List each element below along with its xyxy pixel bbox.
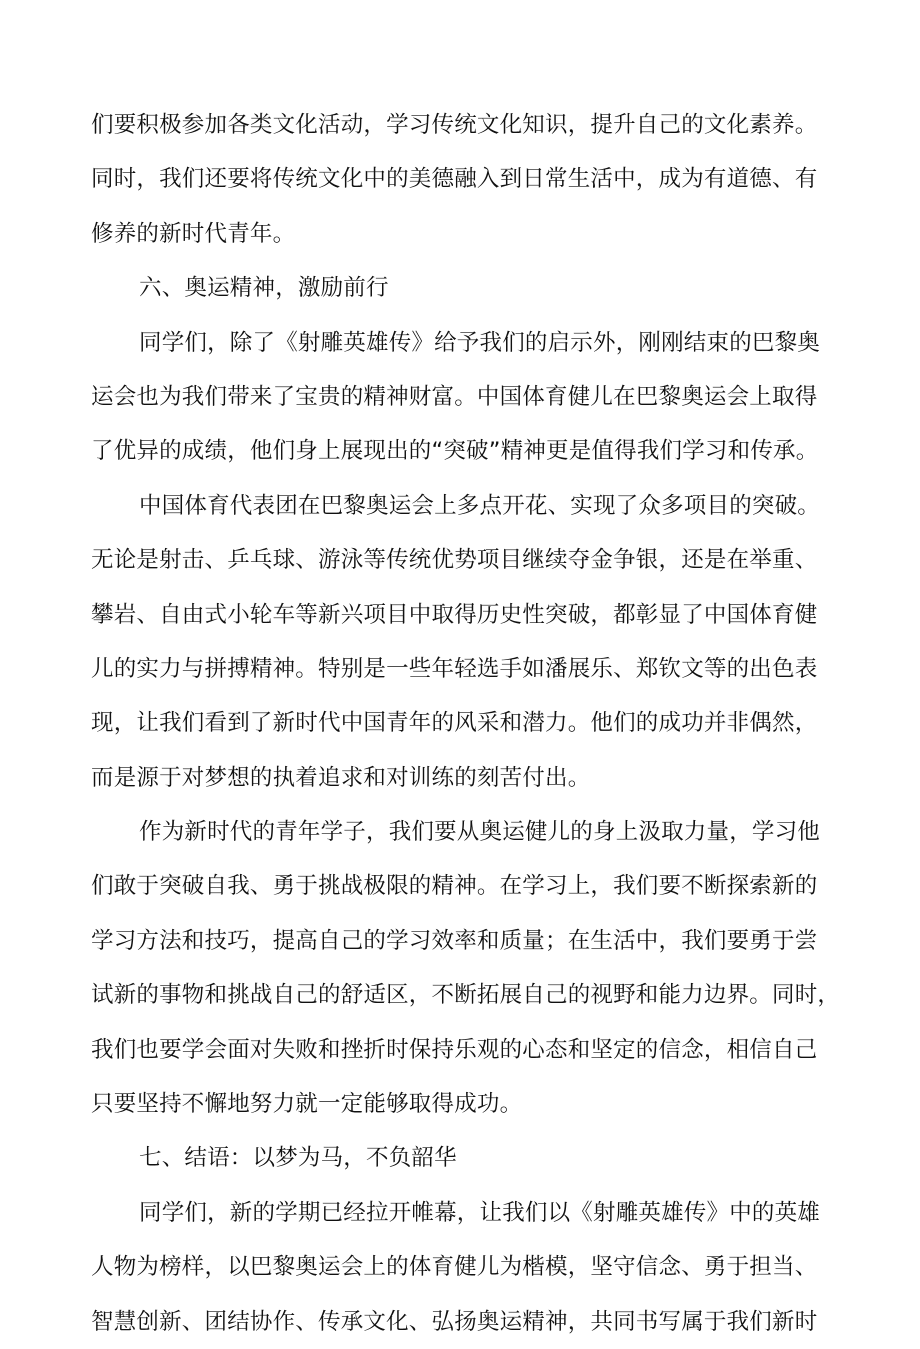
paragraph-line: 同学们，新的学期已经拉开帷幕，让我们以《射雕英雄传》中的英雄 [139,1199,821,1226]
paragraph-line: 人物为榜样，以巴黎奥运会上的体育健儿为楷模，坚守信念、勇于担当、 [91,1254,818,1281]
document-body [91,98,841,1349]
paragraph-line: 们敢于突破自我、勇于挑战极限的精神。在学习上，我们要不断探索新的 [91,873,818,900]
paragraph-line: 作为新时代的青年学子，我们要从奥运健儿的身上汲取力量，学习他 [139,819,821,846]
paragraph-line: 攀岩、自由式小轮车等新兴项目中取得历史性突破，都彰显了中国体育健 [91,601,818,628]
paragraph-line: 了优异的成绩，他们身上展现出的“突破”精神更是值得我们学习和传承。 [91,438,819,465]
paragraph-line: 同时，我们还要将传统文化中的美德融入到日常生活中，成为有道德、有 [91,166,818,193]
paragraph-line: 而是源于对梦想的执着追求和对训练的刻苦付出。 [91,764,591,791]
paragraph-line: 现，让我们看到了新时代中国青年的风采和潜力。他们的成功并非偶然， [91,710,818,737]
paragraph-line: 只要坚持不懈地努力就一定能够取得成功。 [91,1091,523,1118]
paragraph-line: 学习方法和技巧，提高自己的学习效率和质量；在生活中，我们要勇于尝 [91,927,818,954]
paragraph-line: 无论是射击、乒乓球、游泳等传统优势项目继续夺金争银，还是在举重、 [91,547,818,574]
paragraph-line: 我们也要学会面对失败和挫折时保持乐观的心态和坚定的信念，相信自己 [91,1036,818,1063]
paragraph-line: 试新的事物和挑战自己的舒适区，不断拓展自己的视野和能力边界。同时， [91,982,841,1009]
paragraph-line: 中国体育代表团在巴黎奥运会上多点开花、实现了众多项目的突破。 [139,492,821,519]
paragraph-line: 儿的实力与拼搏精神。特别是一些年轻选手如潘展乐、郑钦文等的出色表 [91,655,818,682]
section-heading-seven: 七、结语：以梦为马，不负韶华 [139,1145,457,1172]
paragraph-line: 智慧创新、团结协作、传承文化、弘扬奥运精神，共同书写属于我们新时 [91,1308,818,1335]
paragraph-line: 们要积极参加各类文化活动，学习传统文化知识，提升自己的文化素养。 [91,112,818,138]
section-heading-six: 六、奥运精神，激励前行 [139,275,389,302]
paragraph-line: 修养的新时代青年。 [91,220,296,247]
paragraph-line: 同学们，除了《射雕英雄传》给予我们的启示外，刚刚结束的巴黎奥 [139,329,821,356]
paragraph-line: 运会也为我们带来了宝贵的精神财富。中国体育健儿在巴黎奥运会上取得 [91,383,818,410]
